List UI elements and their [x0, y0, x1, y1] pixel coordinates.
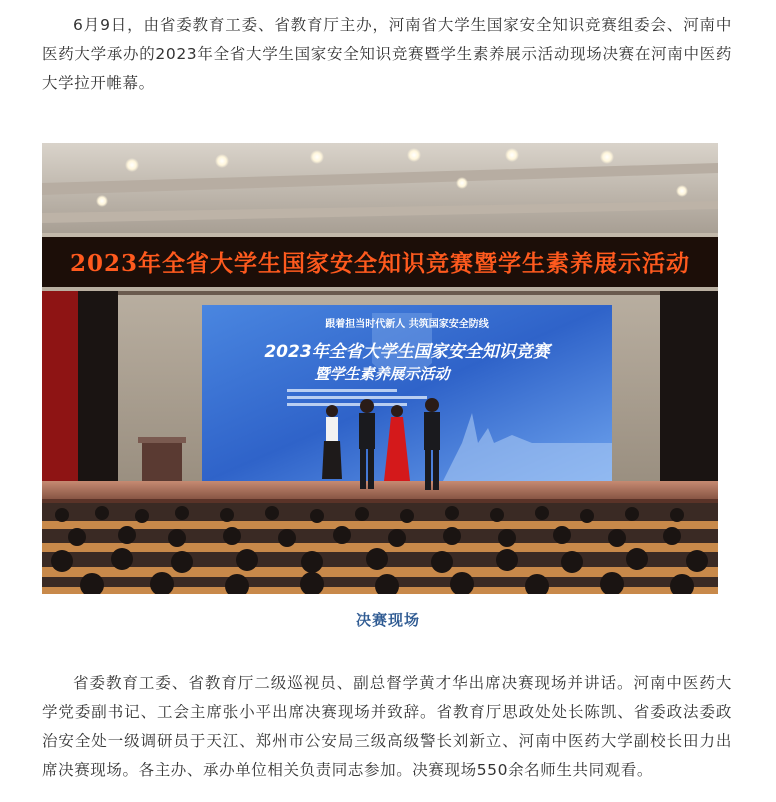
intro-paragraph: 6月9日，由省委教育工委、省教育厅主办，河南省大学生国家安全知识竞赛组委会、河南中医药大学承办的2023年全省大学生国家安全知识竞赛暨学生素养展示活动现场决赛在河南中医药大学拉开帷幕。 — [42, 16, 732, 92]
screen-title-line1: 2023年全省大学生国家安全知识竞赛 — [264, 342, 550, 362]
attendees-paragraph: 省委教育工委、省教育厅二级巡视员、副总督学黄才华出席决赛现场并讲话。河南中医药大学党委副书记、工会主席张小平出席决赛现场并致辞。省教育厅思政处处长陈凯、省委政法委政治安全处一级调研员于天江、郑州市公安局三级高级警长刘新立、河南中医药大学副校长田力出席决赛现场。各主办、承办单位相关负责同志参加。决赛现场550余名师生共同观看。 — [42, 674, 732, 779]
screen-title-line2: 暨学生素养展示活动 — [314, 365, 450, 383]
event-photo — [42, 143, 718, 594]
photo-caption: 决赛现场 — [355, 611, 420, 629]
led-banner-text: 2023年全省大学生国家安全知识竞赛暨学生素养展示活动 — [69, 250, 691, 277]
screen-slogan: 跟着担当时代新人 共筑国家安全防线 — [325, 319, 489, 330]
auditorium-illustration — [42, 143, 718, 594]
